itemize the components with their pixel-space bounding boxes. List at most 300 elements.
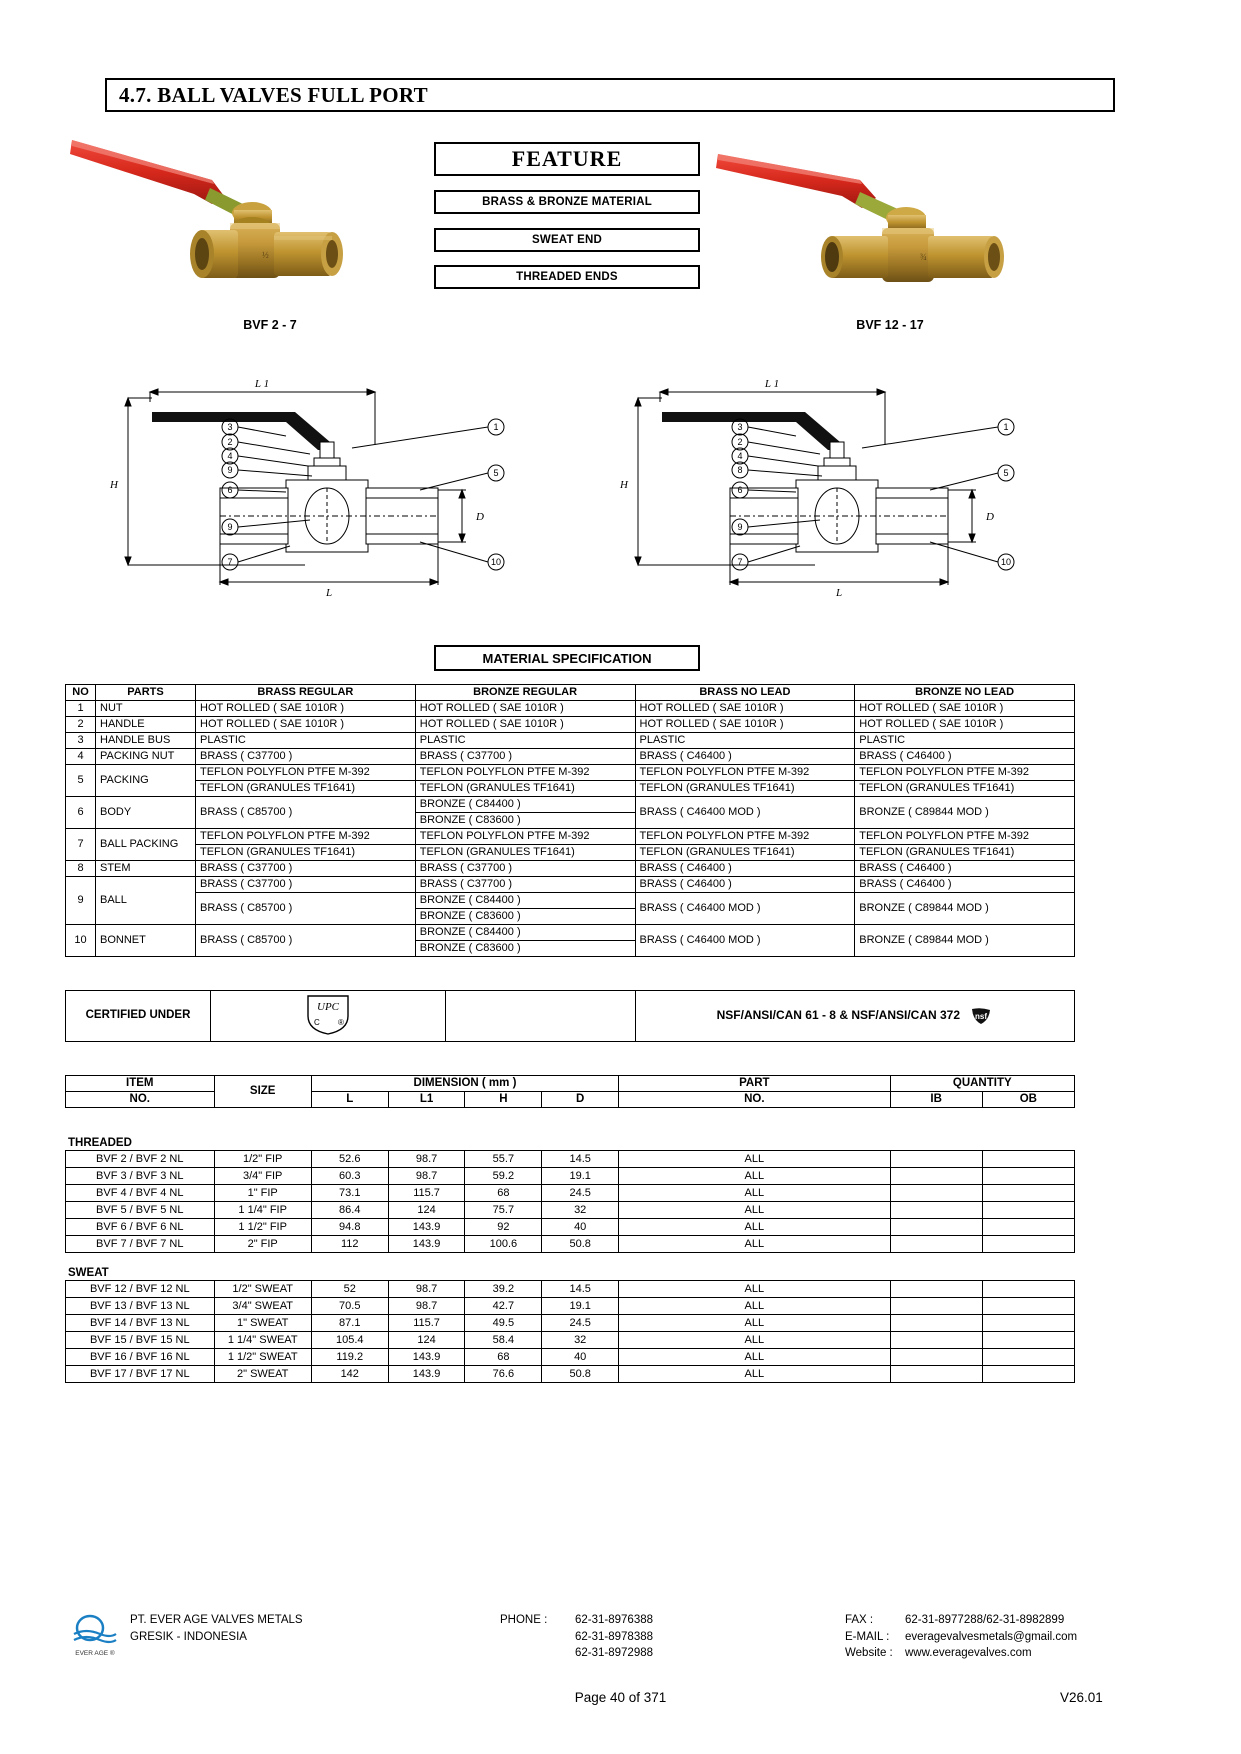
table-row [66, 1236, 1075, 1253]
cell-L1: 98.7 [388, 1281, 465, 1298]
feature-item-material: BRASS & BRONZE MATERIAL [434, 190, 700, 214]
company-info [130, 1612, 303, 1645]
svg-text:6: 6 [737, 485, 743, 495]
cell-size: 1" SWEAT [214, 1315, 311, 1332]
cell-D: 19.1 [542, 1298, 619, 1315]
company-name: PT. EVER AGE VALVES METALS [130, 1614, 303, 1626]
cell-L1: 115.7 [388, 1185, 465, 1202]
table-row [66, 1219, 1075, 1236]
valve-photo-sweat [710, 118, 1030, 313]
phone-label: PHONE : [500, 1614, 548, 1626]
table-row [66, 1366, 1075, 1383]
cell-part-no: ALL [619, 1219, 890, 1236]
cell-ib [890, 1202, 982, 1219]
cell-ob [982, 1315, 1074, 1332]
hdr-dimension: DIMENSION ( mm ) [311, 1076, 618, 1092]
email-label: E-MAIL : [845, 1630, 890, 1643]
cell-bronze-regular: BRONZE ( C84400 ) [415, 893, 635, 909]
cell-ob [982, 1281, 1074, 1298]
table-row [66, 1349, 1075, 1366]
cell-ob [982, 1332, 1074, 1349]
cell-ib [890, 1151, 982, 1168]
cell-ib [890, 1185, 982, 1202]
cell-ob [982, 1349, 1074, 1366]
svg-text:9: 9 [737, 522, 743, 532]
cell-bronze-nolead: TEFLON POLYFLON PTFE M-392 [855, 765, 1075, 781]
col-bronze-regular: BRONZE REGULAR [415, 685, 635, 701]
hdr-size: SIZE [214, 1076, 311, 1108]
svg-text:5: 5 [1003, 468, 1009, 478]
cell-part-no: ALL [619, 1151, 890, 1168]
cell-no: 9 [66, 877, 96, 925]
cell-ib [890, 1281, 982, 1298]
cell-brass-regular: TEFLON POLYFLON PTFE M-392 [196, 765, 416, 781]
cell-bronze-regular: BRASS ( C37700 ) [415, 749, 635, 765]
cell-part: BODY [96, 797, 196, 829]
cell-ib [890, 1236, 982, 1253]
cell-no: 5 [66, 765, 96, 797]
cell-bronze-regular: BRASS ( C37700 ) [415, 877, 635, 893]
cell-no: 10 [66, 925, 96, 957]
upc-shield-icon [298, 992, 358, 1036]
table-row [66, 749, 1075, 765]
cell-D: 14.5 [542, 1281, 619, 1298]
cell-bronze-nolead: HOT ROLLED ( SAE 1010R ) [855, 701, 1075, 717]
certification-table [65, 990, 1075, 1042]
svg-text:9: 9 [227, 522, 233, 532]
svg-text:D: D [476, 511, 484, 523]
cell-part-no: ALL [619, 1366, 890, 1383]
cell-brass-nolead: BRASS ( C46400 ) [635, 877, 855, 893]
cell-brass-regular: BRASS ( C85700 ) [196, 797, 416, 829]
cell-ob [982, 1236, 1074, 1253]
hdr-part-no: NO. [619, 1092, 890, 1108]
upc-mark-cell [211, 991, 446, 1042]
cell-part: BALL PACKING [96, 829, 196, 861]
material-specification-table [65, 684, 1075, 957]
svg-text:L 1: L 1 [764, 378, 780, 390]
cell-size: 1" FIP [214, 1185, 311, 1202]
svg-text:10: 10 [490, 557, 502, 567]
cell-part-no: ALL [619, 1332, 890, 1349]
cell-item: BVF 3 / BVF 3 NL [66, 1168, 215, 1185]
cell-brass-regular: BRASS ( C37700 ) [196, 861, 416, 877]
cell-item: BVF 17 / BVF 17 NL [66, 1366, 215, 1383]
cell-item: BVF 4 / BVF 4 NL [66, 1185, 215, 1202]
certified-under-label: CERTIFIED UNDER [66, 991, 211, 1042]
svg-text:9: 9 [227, 465, 233, 475]
cell-bronze-regular: TEFLON (GRANULES TF1641) [415, 845, 635, 861]
cell-D: 14.5 [542, 1151, 619, 1168]
table-row [66, 797, 1075, 813]
cell-brass-regular: TEFLON (GRANULES TF1641) [196, 845, 416, 861]
cell-bronze-nolead: BRONZE ( C89844 MOD ) [855, 925, 1075, 957]
cell-ob [982, 1219, 1074, 1236]
cell-item: BVF 12 / BVF 12 NL [66, 1281, 215, 1298]
cell-D: 50.8 [542, 1366, 619, 1383]
table-row [66, 1332, 1075, 1349]
document-version: V26.01 [1060, 1690, 1103, 1705]
cell-bronze-nolead: BRASS ( C46400 ) [855, 877, 1075, 893]
cell-ib [890, 1349, 982, 1366]
cell-brass-regular: BRASS ( C85700 ) [196, 893, 416, 925]
table-row [66, 925, 1075, 941]
table-row [66, 1151, 1075, 1168]
dimension-table-header [65, 1075, 1075, 1108]
company-location: GRESIK - INDONESIA [130, 1630, 247, 1643]
hdr-H: H [465, 1092, 542, 1108]
hdr-ib: IB [890, 1092, 982, 1108]
cell-no: 1 [66, 701, 96, 717]
threaded-section-label: THREADED [68, 1137, 132, 1149]
svg-text:½: ½ [262, 250, 269, 260]
cell-bronze-nolead: BRASS ( C46400 ) [855, 749, 1075, 765]
material-spec-heading [434, 645, 700, 671]
svg-text:L: L [835, 587, 843, 599]
cell-part: PACKING [96, 765, 196, 797]
valve-photo-caption-right: BVF 12 - 17 [856, 318, 924, 332]
cell-L1: 124 [388, 1332, 465, 1349]
page-number: Page 40 of 371 [574, 1690, 667, 1705]
cell-part: STEM [96, 861, 196, 877]
cell-bronze-regular: BRASS ( C37700 ) [415, 861, 635, 877]
hdr-item-no: NO. [66, 1092, 215, 1108]
table-header-row [66, 1076, 1075, 1092]
nsf-text: NSF/ANSI/CAN 61 - 8 & NSF/ANSI/CAN 372 [716, 1007, 961, 1022]
svg-text:6: 6 [227, 485, 233, 495]
cell-size: 1/2" FIP [214, 1151, 311, 1168]
svg-text:7: 7 [737, 557, 743, 567]
cell-L1: 143.9 [388, 1219, 465, 1236]
svg-text:7: 7 [227, 557, 233, 567]
table-row [66, 845, 1075, 861]
col-no: NO [66, 685, 96, 701]
material-spec-heading-text: MATERIAL SPECIFICATION [482, 650, 652, 666]
cell-L: 73.1 [311, 1185, 388, 1202]
cell-H: 92 [465, 1219, 542, 1236]
svg-text:3: 3 [227, 422, 233, 432]
fax-value: 62-31-8977288/62-31-8982899 [905, 1614, 1065, 1626]
svg-text:4: 4 [737, 451, 743, 461]
cell-part: HANDLE BUS [96, 733, 196, 749]
cell-bronze-regular: BRONZE ( C84400 ) [415, 925, 635, 941]
svg-text:5: 5 [493, 468, 499, 478]
cell-size: 1 1/4" FIP [214, 1202, 311, 1219]
valve-photo-caption-left: BVF 2 - 7 [243, 318, 297, 332]
cell-size: 2" SWEAT [214, 1366, 311, 1383]
cell-brass-nolead: BRASS ( C46400 ) [635, 749, 855, 765]
cell-bronze-nolead: BRONZE ( C89844 MOD ) [855, 893, 1075, 925]
cell-H: 59.2 [465, 1168, 542, 1185]
cell-brass-nolead: BRASS ( C46400 MOD ) [635, 893, 855, 925]
contact-info [845, 1612, 1077, 1662]
hdr-quantity: QUANTITY [890, 1076, 1074, 1092]
cell-part: HANDLE [96, 717, 196, 733]
feature-item-threaded-ends: THREADED ENDS [434, 265, 700, 289]
cell-size: 1 1/4" SWEAT [214, 1332, 311, 1349]
nsf-mark-icon [969, 1006, 993, 1026]
hdr-L: L [311, 1092, 388, 1108]
email-value[interactable]: everagevalvesmetals@gmail.com [905, 1630, 1078, 1643]
cell-size: 3/4" FIP [214, 1168, 311, 1185]
cell-L1: 124 [388, 1202, 465, 1219]
cell-ib [890, 1332, 982, 1349]
cell-bronze-regular: PLASTIC [415, 733, 635, 749]
page-title-text: 4.7. BALL VALVES FULL PORT [119, 82, 428, 107]
cell-size: 1/2" SWEAT [214, 1281, 311, 1298]
cell-brass-nolead: PLASTIC [635, 733, 855, 749]
cell-part-no: ALL [619, 1185, 890, 1202]
cell-bronze-nolead: TEFLON (GRANULES TF1641) [855, 845, 1075, 861]
handle-lever-icon-right [716, 154, 876, 208]
table-row [66, 1168, 1075, 1185]
cell-item: BVF 7 / BVF 7 NL [66, 1236, 215, 1253]
svg-text:H: H [110, 479, 118, 491]
cell-part-no: ALL [619, 1315, 890, 1332]
svg-text:¾: ¾ [920, 252, 927, 262]
cell-L: 94.8 [311, 1219, 388, 1236]
cell-bronze-regular: BRONZE ( C83600 ) [415, 941, 635, 957]
cell-D: 19.1 [542, 1168, 619, 1185]
cell-brass-nolead: TEFLON POLYFLON PTFE M-392 [635, 829, 855, 845]
valve-photo-threaded [62, 118, 382, 313]
table-row [66, 781, 1075, 797]
svg-text:1: 1 [1003, 422, 1009, 432]
col-brass-nolead: BRASS NO LEAD [635, 685, 855, 701]
cell-L1: 98.7 [388, 1298, 465, 1315]
svg-text:2: 2 [737, 437, 743, 447]
cell-L1: 143.9 [388, 1236, 465, 1253]
table-row [66, 701, 1075, 717]
cell-L: 70.5 [311, 1298, 388, 1315]
phone-2: 62-31-8978388 [575, 1630, 654, 1643]
cell-brass-regular: PLASTIC [196, 733, 416, 749]
cell-L1: 98.7 [388, 1168, 465, 1185]
phone-info [500, 1612, 653, 1662]
cell-ob [982, 1202, 1074, 1219]
col-parts: PARTS [96, 685, 196, 701]
cell-brass-regular: TEFLON POLYFLON PTFE M-392 [196, 829, 416, 845]
cell-L: 52 [311, 1281, 388, 1298]
technical-drawing-sweat [600, 370, 1120, 620]
feature-item-sweat-end: SWEAT END [434, 228, 700, 252]
certified-blank-cell [446, 991, 636, 1042]
cell-H: 75.7 [465, 1202, 542, 1219]
sweat-dimension-table [65, 1280, 1075, 1383]
hdr-item: ITEM [66, 1076, 215, 1092]
page-title [105, 78, 1115, 112]
cell-L1: 98.7 [388, 1151, 465, 1168]
cell-L: 87.1 [311, 1315, 388, 1332]
svg-text:®: ® [338, 1018, 344, 1027]
cell-D: 40 [542, 1349, 619, 1366]
cell-L1: 143.9 [388, 1349, 465, 1366]
svg-text:nsf: nsf [975, 1011, 988, 1021]
cell-brass-nolead: TEFLON POLYFLON PTFE M-392 [635, 765, 855, 781]
fax-label: FAX : [845, 1614, 874, 1626]
cell-H: 49.5 [465, 1315, 542, 1332]
cell-bronze-nolead: BRASS ( C46400 ) [855, 861, 1075, 877]
svg-text:1: 1 [493, 422, 499, 432]
cell-L1: 143.9 [388, 1366, 465, 1383]
cell-size: 1 1/2" FIP [214, 1219, 311, 1236]
cell-L: 119.2 [311, 1349, 388, 1366]
hdr-D: D [542, 1092, 619, 1108]
table-row [66, 1202, 1075, 1219]
feature-heading [434, 142, 700, 176]
cell-L: 142 [311, 1366, 388, 1383]
cell-bronze-nolead: TEFLON (GRANULES TF1641) [855, 781, 1075, 797]
svg-text:3: 3 [737, 422, 743, 432]
cell-H: 100.6 [465, 1236, 542, 1253]
cell-ob [982, 1366, 1074, 1383]
table-row [66, 1315, 1075, 1332]
svg-text:8: 8 [737, 465, 743, 475]
hdr-L1: L1 [388, 1092, 465, 1108]
cell-L: 52.6 [311, 1151, 388, 1168]
company-logo [68, 1612, 123, 1658]
cell-item: BVF 6 / BVF 6 NL [66, 1219, 215, 1236]
cell-ib [890, 1219, 982, 1236]
cell-D: 32 [542, 1332, 619, 1349]
cell-no: 4 [66, 749, 96, 765]
cell-item: BVF 16 / BVF 16 NL [66, 1349, 215, 1366]
table-row [66, 829, 1075, 845]
col-bronze-nolead: BRONZE NO LEAD [855, 685, 1075, 701]
cell-item: BVF 2 / BVF 2 NL [66, 1151, 215, 1168]
cell-bronze-regular: BRONZE ( C84400 ) [415, 797, 635, 813]
cell-brass-nolead: TEFLON (GRANULES TF1641) [635, 845, 855, 861]
cell-ib [890, 1168, 982, 1185]
cell-bronze-nolead: PLASTIC [855, 733, 1075, 749]
cell-H: 42.7 [465, 1298, 542, 1315]
cell-brass-regular: HOT ROLLED ( SAE 1010R ) [196, 701, 416, 717]
cell-bronze-nolead: HOT ROLLED ( SAE 1010R ) [855, 717, 1075, 733]
cell-H: 68 [465, 1185, 542, 1202]
website-value[interactable]: www.everagevalves.com [905, 1647, 1032, 1660]
nsf-cell [636, 991, 1075, 1042]
table-row [66, 991, 1075, 1042]
technical-drawing-threaded [90, 370, 610, 620]
cell-bronze-regular: TEFLON POLYFLON PTFE M-392 [415, 765, 635, 781]
cell-L: 86.4 [311, 1202, 388, 1219]
col-brass-regular: BRASS REGULAR [196, 685, 416, 701]
table-row [66, 1298, 1075, 1315]
website-label: Website : [845, 1647, 893, 1660]
threaded-dimension-table [65, 1150, 1075, 1253]
cell-bronze-nolead: TEFLON POLYFLON PTFE M-392 [855, 829, 1075, 845]
cell-item: BVF 14 / BVF 13 NL [66, 1315, 215, 1332]
cell-part: BONNET [96, 925, 196, 957]
cell-part-no: ALL [619, 1202, 890, 1219]
cell-bronze-regular: HOT ROLLED ( SAE 1010R ) [415, 701, 635, 717]
cell-ob [982, 1151, 1074, 1168]
cell-part-no: ALL [619, 1349, 890, 1366]
cell-H: 39.2 [465, 1281, 542, 1298]
cell-brass-nolead: HOT ROLLED ( SAE 1010R ) [635, 717, 855, 733]
table-row [66, 1281, 1075, 1298]
cell-ob [982, 1168, 1074, 1185]
cell-H: 58.4 [465, 1332, 542, 1349]
cell-brass-regular: HOT ROLLED ( SAE 1010R ) [196, 717, 416, 733]
svg-text:10: 10 [1000, 557, 1012, 567]
svg-text:L: L [325, 587, 333, 599]
feature-heading-text: FEATURE [511, 146, 623, 171]
cell-part-no: ALL [619, 1168, 890, 1185]
table-row [66, 893, 1075, 909]
cell-D: 50.8 [542, 1236, 619, 1253]
cell-bronze-regular: TEFLON POLYFLON PTFE M-392 [415, 829, 635, 845]
cell-bronze-regular: HOT ROLLED ( SAE 1010R ) [415, 717, 635, 733]
cell-D: 32 [542, 1202, 619, 1219]
cell-part: NUT [96, 701, 196, 717]
svg-text:4: 4 [227, 451, 233, 461]
cell-D: 24.5 [542, 1185, 619, 1202]
cell-ib [890, 1366, 982, 1383]
cell-bronze-nolead: BRONZE ( C89844 MOD ) [855, 797, 1075, 829]
table-row [66, 861, 1075, 877]
cell-brass-nolead: BRASS ( C46400 MOD ) [635, 797, 855, 829]
ever-age-logo-icon [68, 1612, 123, 1658]
cell-ob [982, 1298, 1074, 1315]
cell-brass-nolead: BRASS ( C46400 MOD ) [635, 925, 855, 957]
table-row [66, 717, 1075, 733]
table-row [66, 765, 1075, 781]
cell-brass-regular: TEFLON (GRANULES TF1641) [196, 781, 416, 797]
cell-item: BVF 13 / BVF 13 NL [66, 1298, 215, 1315]
cell-brass-nolead: BRASS ( C46400 ) [635, 861, 855, 877]
cell-H: 68 [465, 1349, 542, 1366]
svg-text:D: D [986, 511, 994, 523]
svg-text:C: C [314, 1018, 320, 1027]
phone-3: 62-31-8972988 [575, 1647, 654, 1660]
svg-text:2: 2 [227, 437, 233, 447]
cell-brass-nolead: TEFLON (GRANULES TF1641) [635, 781, 855, 797]
cell-item: BVF 15 / BVF 15 NL [66, 1332, 215, 1349]
cell-ib [890, 1298, 982, 1315]
cell-no: 2 [66, 717, 96, 733]
table-row [66, 733, 1075, 749]
cell-H: 55.7 [465, 1151, 542, 1168]
cell-part-no: ALL [619, 1298, 890, 1315]
cell-brass-regular: BRASS ( C85700 ) [196, 925, 416, 957]
cell-brass-regular: BRASS ( C37700 ) [196, 749, 416, 765]
cell-size: 3/4" SWEAT [214, 1298, 311, 1315]
svg-text:H: H [620, 479, 628, 491]
cell-ib [890, 1315, 982, 1332]
cell-item: BVF 5 / BVF 5 NL [66, 1202, 215, 1219]
cell-no: 7 [66, 829, 96, 861]
cell-brass-regular: BRASS ( C37700 ) [196, 877, 416, 893]
cell-bronze-regular: TEFLON (GRANULES TF1641) [415, 781, 635, 797]
cell-L: 105.4 [311, 1332, 388, 1349]
cell-D: 40 [542, 1219, 619, 1236]
cell-size: 1 1/2" SWEAT [214, 1349, 311, 1366]
hdr-ob: OB [982, 1092, 1074, 1108]
cell-L: 112 [311, 1236, 388, 1253]
table-row [66, 1185, 1075, 1202]
cell-brass-nolead: HOT ROLLED ( SAE 1010R ) [635, 701, 855, 717]
sweat-section-label: SWEAT [68, 1267, 109, 1279]
cell-L: 60.3 [311, 1168, 388, 1185]
phone-1: 62-31-8976388 [575, 1614, 654, 1626]
handle-lever-icon [70, 140, 224, 204]
hdr-part: PART [619, 1076, 890, 1092]
table-header-row [66, 685, 1075, 701]
svg-text:EVER AGE ®: EVER AGE ® [75, 1650, 115, 1657]
cell-ob [982, 1185, 1074, 1202]
table-row [66, 877, 1075, 893]
